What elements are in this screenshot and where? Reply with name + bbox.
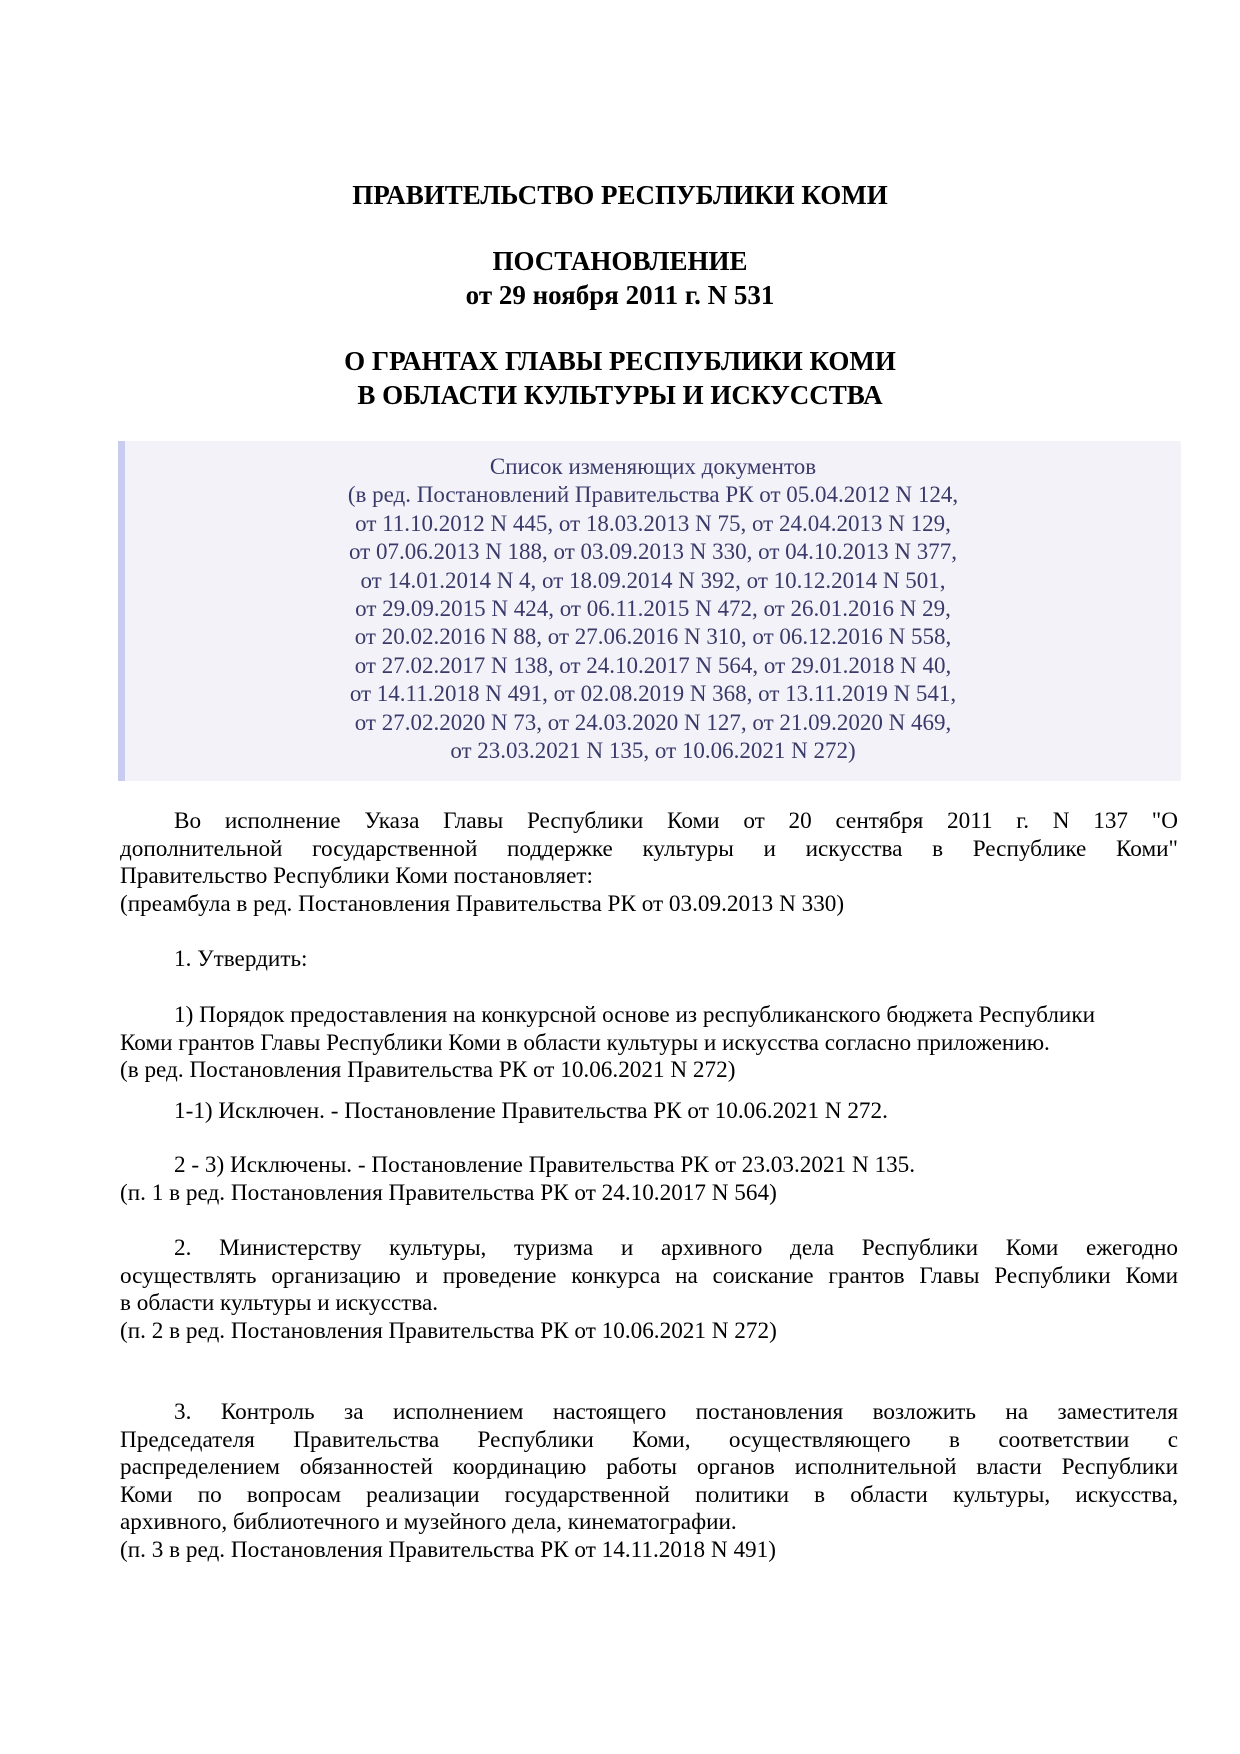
document-title xyxy=(0,344,1240,412)
document-type: ПОСТАНОВЛЕНИЕ xyxy=(492,246,748,276)
item-3-note: (п. 3 в ред. Постановления Правительства РК от 14.11.2018 N 491) xyxy=(120,1536,776,1563)
amendments-line: от 14.01.2014 N 4, от 18.09.2014 N 392, от 10.12.2014 N 501, xyxy=(360,567,946,593)
item-1-note: (п. 1 в ред. Постановления Правительства РК от 24.10.2017 N 564) xyxy=(120,1179,777,1206)
item-3-line: Коми по вопросам реализации государственной политики в области культуры, искусства, xyxy=(120,1481,1178,1508)
title-line-2: В ОБЛАСТИ КУЛЬТУРЫ И ИСКУССТВА xyxy=(357,380,883,410)
amendments-line: от 27.02.2017 N 138, от 24.10.2017 N 564, от 29.01.2018 N 40, xyxy=(354,652,952,678)
government-name: ПРАВИТЕЛЬСТВО РЕСПУБЛИКИ КОМИ xyxy=(352,180,888,210)
item-3 xyxy=(120,1399,1178,1564)
item-2-line: осуществлять организацию и проведение конкурса на соискание грантов Главы Республики Коми xyxy=(120,1262,1178,1289)
subitem-line: Коми грантов Главы Республики Коми в области культуры и искусства согласно приложению. xyxy=(120,1029,1050,1056)
item-3-line: 3. Контроль за исполнением настоящего постановления возложить на заместителя xyxy=(174,1399,1178,1425)
item-2-line: 2. Министерству культуры, туризма и архивного дела Республики Коми ежегодно xyxy=(174,1235,1178,1261)
item-2-line: в области культуры и искусства. xyxy=(120,1290,439,1316)
document-type-block xyxy=(0,244,1240,312)
amendments-line: от 14.11.2018 N 491, от 02.08.2019 N 368, от 13.11.2019 N 541, xyxy=(349,681,957,707)
amendments-line: от 23.03.2021 N 135, от 10.06.2021 N 272) xyxy=(450,738,856,764)
subitems-excluded: 2 - 3) Исключены. - Постановление Правительства РК от 23.03.2021 N 135. xyxy=(174,1152,916,1178)
subitem-excluded: 1-1) Исключен. - Постановление Правительства РК от 10.06.2021 N 272. xyxy=(174,1098,888,1124)
item-3-line: архивного, библиотечного и музейного дела, кинематографии. xyxy=(120,1509,737,1535)
item-1-text: 1. Утвердить: xyxy=(174,946,308,972)
preamble-line: Во исполнение Указа Главы Республики Коми от 20 сентября 2011 г. N 137 "О xyxy=(174,808,1178,834)
amendments-line: от 11.10.2012 N 445, от 18.03.2013 N 75, от 24.04.2013 N 129, xyxy=(355,510,951,536)
item-3-line: распределением обязанностей координацию работы органов исполнительной власти Республики xyxy=(120,1454,1178,1480)
amendments-line: от 20.02.2016 N 88, от 27.06.2016 N 310, от 06.12.2016 N 558, xyxy=(354,624,952,650)
item-2 xyxy=(120,1235,1178,1345)
title-line-1: О ГРАНТАХ ГЛАВЫ РЕСПУБЛИКИ КОМИ xyxy=(344,346,896,376)
subitem-note: (в ред. Постановления Правительства РК от 10.06.2021 N 272) xyxy=(120,1057,736,1083)
item-2-note: (п. 2 в ред. Постановления Правительства РК от 10.06.2021 N 272) xyxy=(120,1317,777,1344)
subitem-line: 1) Порядок предоставления на конкурсной основе из республиканского бюджета Республики xyxy=(174,1002,1095,1028)
amendments-line: от 29.09.2015 N 424, от 06.11.2015 N 472, от 26.01.2016 N 29, xyxy=(355,596,951,622)
item-1-subitem-1 xyxy=(120,1002,1178,1085)
preamble xyxy=(120,808,1178,918)
amendments-box xyxy=(118,441,1181,781)
item-1-subitems-2-3 xyxy=(120,1152,1178,1207)
issuing-authority xyxy=(0,178,1240,212)
preamble-line: дополнительной государственной поддержке культуры и искусства в Республике Коми" xyxy=(120,835,1178,862)
amendments-heading: Список изменяющих документов xyxy=(489,454,817,479)
document-date-number: от 29 ноября 2011 г. N 531 xyxy=(465,280,775,310)
amendments-line: от 27.02.2020 N 73, от 24.03.2020 N 127, от 21.09.2020 N 469, xyxy=(354,709,952,735)
preamble-note: (преамбула в ред. Постановления Правительства РК от 03.09.2013 N 330) xyxy=(120,890,845,917)
amendments-line: (в ред. Постановлений Правительства РК от 05.04.2012 N 124, xyxy=(347,482,959,508)
item-1 xyxy=(120,946,1178,974)
amendments-line: от 07.06.2013 N 188, от 03.09.2013 N 330, от 04.10.2013 N 377, xyxy=(348,539,958,565)
preamble-line: Правительство Республики Коми постановляет: xyxy=(120,863,593,889)
item-3-line: Председателя Правительства Республики Коми, осуществляющего в соответствии с xyxy=(120,1426,1178,1453)
item-1-subitem-1-1 xyxy=(120,1098,1178,1126)
